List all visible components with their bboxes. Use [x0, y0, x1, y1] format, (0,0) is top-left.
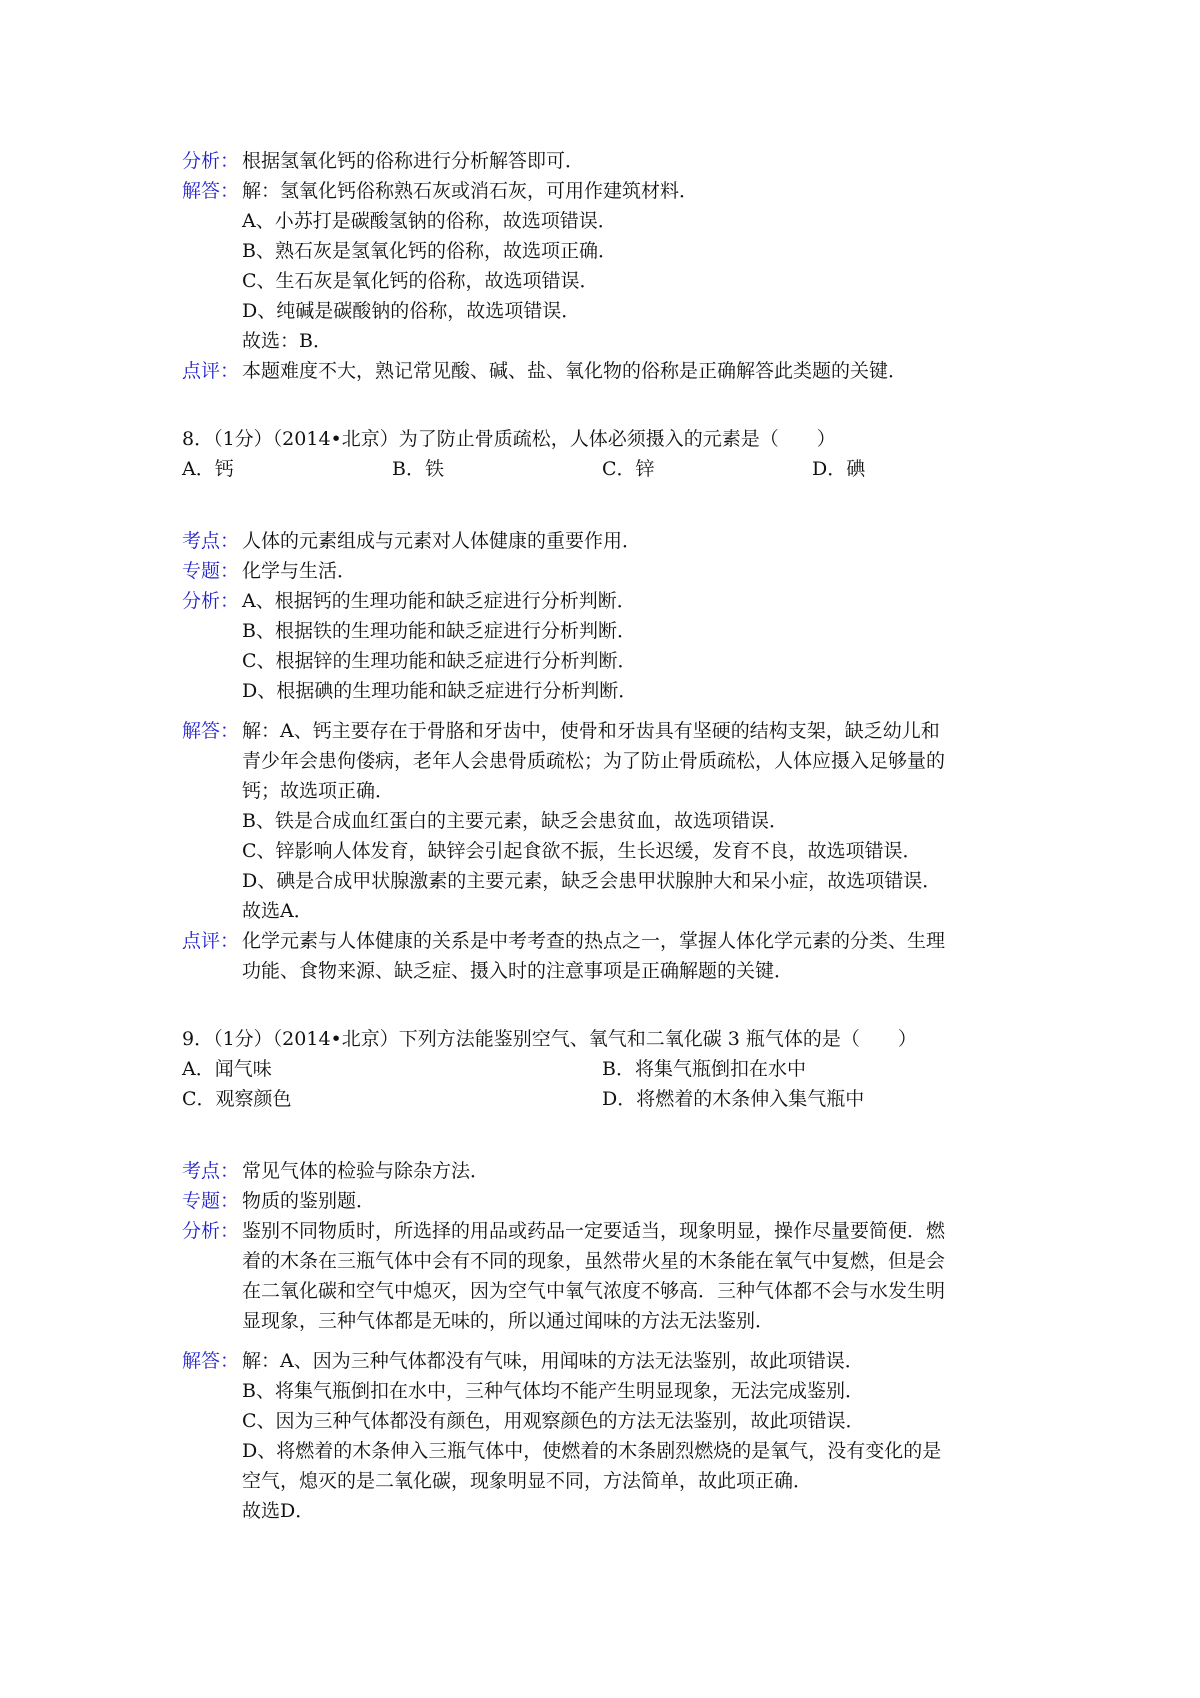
analysis-line: 鉴别不同物质时，所选择的用品或药品一定要适当，现象明显，操作尽量要简便．燃: [242, 1220, 946, 1242]
answer-line: B、熟石灰是氢氧化钙的俗称，故选项正确．: [242, 240, 617, 262]
comment-row: [182, 356, 907, 386]
topic-row: [182, 556, 356, 586]
question-8-stem: 8．（1分）（2014•北京）为了防止骨质疏松，人体必须摄入的元素是（ ）: [182, 428, 836, 450]
topic-text: 物质的鉴别题．: [242, 1190, 376, 1212]
answer-line: 钙；故选项正确．: [242, 780, 395, 802]
q8-option-a: A．钙: [182, 458, 234, 480]
analysis-row: [182, 1216, 945, 1246]
answer-label: 解答：: [182, 180, 240, 202]
comment-text: 本题难度不大，熟记常见酸、碱、盐、氧化物的俗称是正确解答此类题的关键．: [242, 360, 908, 382]
analysis-row: [182, 146, 584, 176]
answer-line: 故选D．: [242, 1500, 315, 1522]
analysis-label: 分析：: [182, 150, 240, 172]
answer-line: D、将燃着的木条伸入三瓶气体中，使燃着的木条剧烈燃烧的是氧气，没有变化的是: [242, 1440, 942, 1462]
analysis-line: 在二氧化碳和空气中熄灭，因为空气中氧气浓度不够高．三种气体都不会与水发生明: [242, 1280, 946, 1302]
q8-option-d: D．碘: [812, 458, 866, 480]
topic-label: 专题：: [182, 560, 240, 582]
analysis-line: C、根据锌的生理功能和缺乏症进行分析判断．: [242, 650, 637, 672]
answer-line: C、生石灰是氧化钙的俗称，故选项错误．: [242, 270, 599, 292]
answer-row: [182, 1346, 864, 1376]
answer-line: 解：A、钙主要存在于骨胳和牙齿中，使骨和牙齿具有坚硬的结构支架，缺乏幼儿和: [242, 720, 940, 742]
answer-line: C、因为三种气体都没有颜色，用观察颜色的方法无法鉴别，故此项错误．: [242, 1410, 865, 1432]
answer-line: 解：A、因为三种气体都没有气味，用闻味的方法无法鉴别，故此项错误．: [242, 1350, 864, 1372]
answer-line: 空气，熄灭的是二氧化碳，现象明显不同，方法简单，故此项正确．: [242, 1470, 813, 1492]
comment-line: 化学元素与人体健康的关系是中考考查的热点之一，掌握人体化学元素的分类、生理: [242, 930, 946, 952]
q9-option-b: B．将集气瓶倒扣在水中: [602, 1058, 806, 1080]
analysis-label: 分析：: [182, 1220, 240, 1242]
q9-option-a: A．闻气味: [182, 1058, 272, 1080]
q9-option-c: C．观察颜色: [182, 1088, 292, 1110]
answer-line: 青少年会患佝偻病，老年人会患骨质疏松；为了防止骨质疏松，人体应摄入足够量的: [242, 750, 946, 772]
answer-line: 解：氢氧化钙俗称熟石灰或消石灰，可用作建筑材料．: [242, 180, 699, 202]
comment-row: [182, 926, 945, 956]
topic-label: 专题：: [182, 1190, 240, 1212]
q9-option-d: D．将燃着的木条伸入集气瓶中: [602, 1088, 865, 1110]
answer-line: 故选：B．: [242, 330, 332, 352]
answer-line: A、小苏打是碳酸氢钠的俗称，故选项错误．: [242, 210, 617, 232]
answer-label: 解答：: [182, 1350, 240, 1372]
point-row: [182, 526, 641, 556]
analysis-line: 着的木条在三瓶气体中会有不同的现象，虽然带火星的木条能在氧气中复燃，但是会: [242, 1250, 946, 1272]
q8-option-c: C．锌: [602, 458, 655, 480]
comment-label: 点评：: [182, 930, 240, 952]
answer-row: [182, 716, 940, 746]
point-label: 考点：: [182, 530, 240, 552]
answer-line: B、将集气瓶倒扣在水中，三种气体均不能产生明显现象，无法完成鉴别．: [242, 1380, 864, 1402]
analysis-label: 分析：: [182, 590, 240, 612]
point-label: 考点：: [182, 1160, 240, 1182]
analysis-row: [182, 586, 636, 616]
topic-row: [182, 1186, 375, 1216]
point-row: [182, 1156, 489, 1186]
analysis-line: A、根据钙的生理功能和缺乏症进行分析判断．: [242, 590, 636, 612]
comment-line: 功能、食物来源、缺乏症、摄入时的注意事项是正确解题的关键．: [242, 960, 794, 982]
answer-line: B、铁是合成血红蛋白的主要元素，缺乏会患贫血，故选项错误．: [242, 810, 788, 832]
point-text: 常见气体的检验与除杂方法．: [242, 1160, 490, 1182]
analysis-text: 根据氢氧化钙的俗称进行分析解答即可．: [242, 150, 585, 172]
comment-label: 点评：: [182, 360, 240, 382]
analysis-line: 显现象，三种气体都是无味的，所以通过闻味的方法无法鉴别．: [242, 1310, 775, 1332]
question-9-stem: 9．（1分）（2014•北京）下列方法能鉴别空气、氧气和二氧化碳 3 瓶气体的是（ ）: [182, 1028, 917, 1050]
answer-line: 故选A．: [242, 900, 313, 922]
analysis-line: D、根据碘的生理功能和缺乏症进行分析判断．: [242, 680, 638, 702]
answer-line: D、纯碱是碳酸钠的俗称，故选项错误．: [242, 300, 581, 322]
point-text: 人体的元素组成与元素对人体健康的重要作用．: [242, 530, 642, 552]
analysis-line: B、根据铁的生理功能和缺乏症进行分析判断．: [242, 620, 636, 642]
topic-text: 化学与生活．: [242, 560, 357, 582]
answer-line: C、锌影响人体发育，缺锌会引起食欲不振，生长迟缓，发育不良，故选项错误．: [242, 840, 922, 862]
answer-label: 解答：: [182, 720, 240, 742]
answer-row: [182, 176, 698, 206]
q8-option-b: B．铁: [392, 458, 444, 480]
answer-line: D、碘是合成甲状腺激素的主要元素，缺乏会患甲状腺肿大和呆小症，故选项错误．: [242, 870, 942, 892]
